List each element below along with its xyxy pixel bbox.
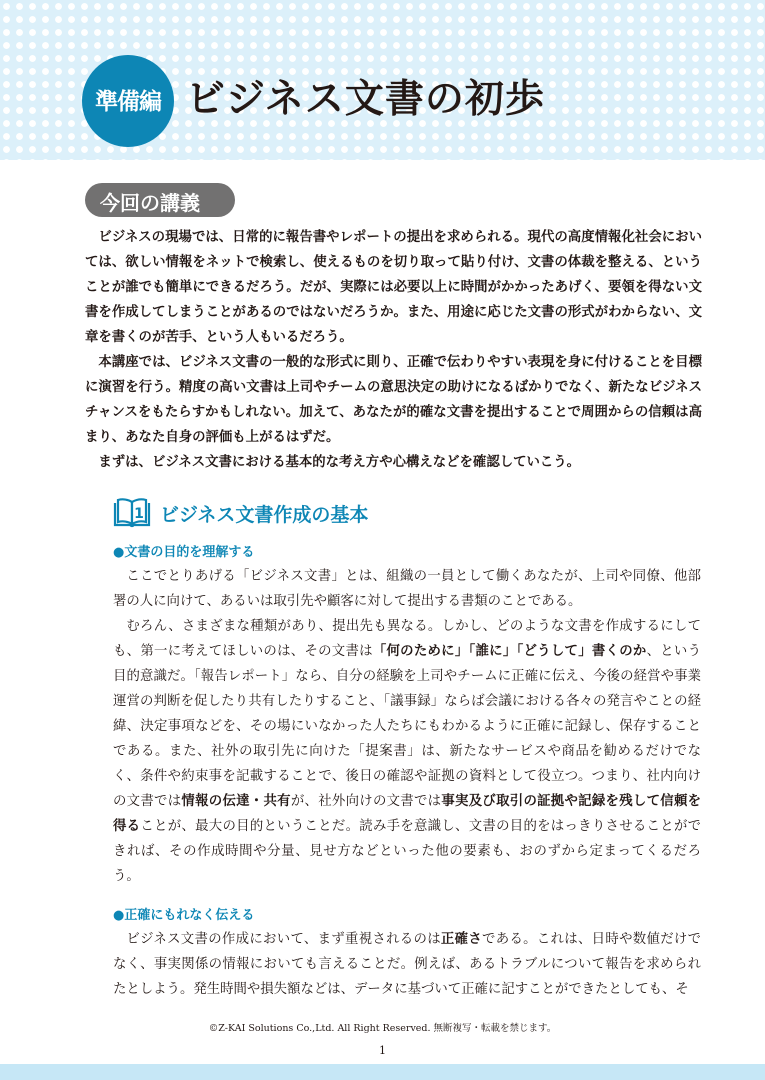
section-number: 1 — [134, 506, 144, 522]
intro-paragraph-3: まずは、ビジネス文書における基本的な考え方や心構えなどを確認していこう。 — [98, 455, 581, 470]
copyright-notice: ©Z-KAI Solutions Co.,Ltd. All Right Reserved. 無断複写・転載を禁じます。 — [208, 1023, 557, 1034]
purpose-paragraph-1: ここでとりあげる「ビジネス文書」とは、組織の一員として働くあなたが、上司や同僚、他部署の人に向けて、あるいは取引先や顧客に対して提出する書類のことである。 — [113, 569, 701, 609]
subheading-purpose: ●文書の目的を理解する — [113, 545, 255, 560]
purpose-body — [113, 564, 701, 889]
open-book-icon — [112, 497, 152, 529]
lecture-label-pill — [85, 183, 235, 217]
footer-band — [0, 1064, 765, 1080]
page-title: ビジネス文書の初歩 — [186, 77, 545, 122]
page-number: 1 — [379, 1044, 386, 1057]
accuracy-body — [113, 927, 701, 1002]
purpose-paragraph-2: むろん、さまざまな種類があり、提出先も異なる。しかし、どのような文書を作成するにしても、第一に考えてほしいのは、その文書は「何のために」「誰に」「どうして」書くのか、という目的意識だ。「報告レポート」なら、自分の経験を上司やチームに正確に伝え、今後の経営や事業運営の判断を促したり共有したりすること、「議事録」ならば会議における各々の発言やことの経緯、決定事項などを、その場にいなかった人たちにもわかるように正確に記録し、保存することである。また、社外の取引先に向けた「提案書」は、新たなサービスや商品を勧めるだけでなく、条件や約束事を記載することで、後日の確認や証拠の資料として役立つ。つまり、社内向けの文書では情報の伝達・共有が、社外向けの文書では事実及び取引の証拠や記録を残して信頼を得ることが、最大の目的ということだ。読み手を意識し、文書の目的をはっきりさせることができれば、その作成時間や分量、見せ方などといった他の要素も、おのずから定まってくるだろう。 — [113, 619, 702, 884]
section-title: ビジネス文書作成の基本 — [160, 504, 369, 526]
lecture-label: 今回の講義 — [100, 191, 200, 215]
accuracy-paragraph-1: ビジネス文書の作成において、まず重視されるのは正確さである。これは、日時や数値だけでなく、事実関係の情報においても言えることだ。例えば、あるトラブルについて報告を求められたとしよう。発生時間や損失額などは、データに基づいて正確に記すことができたとしても、そ — [113, 932, 702, 997]
subheading-accuracy: ●正確にもれなく伝える — [113, 908, 255, 923]
intro-paragraph-2: 本講座では、ビジネス文書の一般的な形式に則り、正確で伝わりやすい表現を身に付けることを目標に演習を行う。精度の高い文書は上司やチームの意思決定の助けになるばかりでなく、新たなビジネスチャンスをもたらすかもしれない。加えて、あなたが的確な文書を提出することで周囲からの信頼は高まり、あなた自身の評価も上がるはずだ。 — [85, 355, 702, 445]
chapter-badge-label: 準備編 — [95, 89, 161, 115]
chapter-badge — [82, 55, 174, 147]
intro-paragraph-1: ビジネスの現場では、日常的に報告書やレポートの提出を求められる。現代の高度情報化社会においては、欲しい情報をネットで検索し、使えるものを切り取って貼り付け、文書の体裁を整える、ということが誰でも簡単にできるだろう。だが、実際には必要以上に時間がかかったあげく、要領を得ない文書を作成してしまうことがあるのではないだろうか。また、用途に応じた文書の形式がわからない、文章を書くのが苦手、という人もいるだろう。 — [85, 230, 702, 345]
intro-text — [85, 225, 702, 475]
